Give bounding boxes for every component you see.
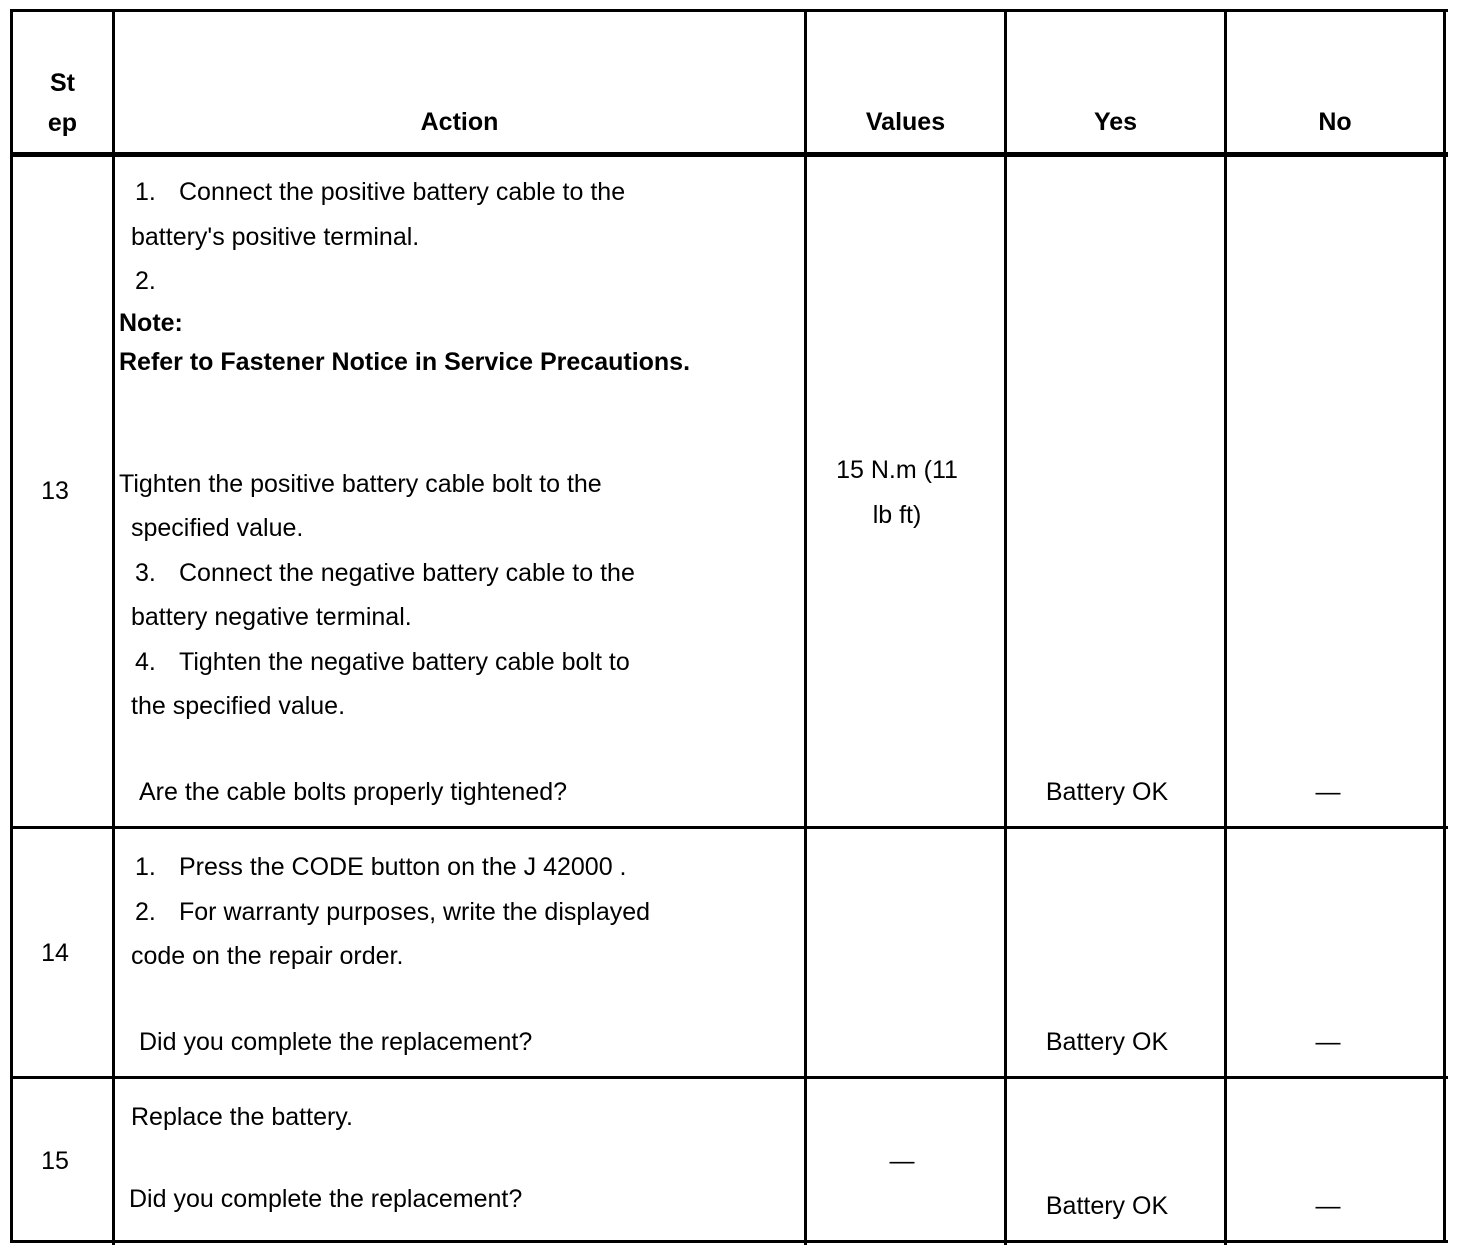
row-13-item1-text-cont: battery's positive terminal.: [131, 223, 420, 251]
header-step-line2: ep: [47, 109, 78, 137]
row-15-action-text: Replace the battery.: [131, 1103, 353, 1131]
table-bottom-border: [10, 1240, 1448, 1243]
row-13-value-line2: lb ft): [872, 501, 922, 529]
header-action: Action: [420, 108, 499, 136]
row-13-yes: Battery OK: [1045, 778, 1169, 806]
header-bottom-border: [10, 152, 1448, 157]
row-14-yes: Battery OK: [1045, 1028, 1169, 1056]
header-step-line1: St: [50, 69, 75, 97]
row-14-bottom-border: [10, 1076, 1448, 1079]
col-border-right: [1443, 9, 1446, 1243]
row-13-item3-number: 3.: [135, 559, 156, 587]
row-14-step: 14: [41, 939, 69, 967]
row-13-item3-text-cont: battery negative terminal.: [131, 603, 412, 631]
row-14-question: Did you complete the replacement?: [139, 1028, 533, 1056]
row-13-item4-number: 4.: [135, 648, 156, 676]
row-13-no: —: [1315, 778, 1341, 806]
row-13-step: 13: [41, 477, 69, 505]
row-15-values: —: [889, 1147, 915, 1175]
row-13-item4-text: Tighten the negative battery cable bolt to: [179, 648, 630, 676]
row-13-item1-number: 1.: [135, 178, 156, 206]
table-top-border: [10, 9, 1448, 12]
row-13-item3-text: Connect the negative battery cable to the: [179, 559, 635, 587]
row-14-item2-text-cont: code on the repair order.: [131, 942, 404, 970]
row-14-item2-number: 2.: [135, 898, 156, 926]
row-15-yes: Battery OK: [1045, 1192, 1169, 1220]
row-14-item2-text: For warranty purposes, write the displayed: [179, 898, 651, 926]
row-13-item4-text-cont: the specified value.: [131, 692, 346, 720]
col-border-yes-no: [1224, 9, 1227, 1245]
col-border-step-action: [112, 9, 115, 1245]
row-13-bottom-border: [10, 826, 1448, 829]
row-13-item2-number: 2.: [135, 267, 156, 295]
col-border-left: [10, 9, 13, 1243]
row-13-item2-text: Tighten the positive battery cable bolt to the: [119, 470, 602, 498]
row-13-note-label: Note:: [119, 309, 183, 337]
header-no: No: [1318, 108, 1352, 136]
row-13-note-text: Refer to Fastener Notice in Service Precautions.: [119, 348, 691, 376]
row-14-no: —: [1315, 1028, 1341, 1056]
row-15-step: 15: [41, 1147, 69, 1175]
row-14-item1-text: Press the CODE button on the J 42000 .: [179, 853, 627, 881]
row-15-question: Did you complete the replacement?: [129, 1185, 523, 1213]
row-13-item1-text: Connect the positive battery cable to the: [179, 178, 626, 206]
row-13-item2-text-cont: specified value.: [131, 514, 304, 542]
header-values: Values: [865, 108, 946, 136]
row-14-item1-number: 1.: [135, 853, 156, 881]
col-border-action-values: [804, 9, 807, 1245]
row-15-no: —: [1315, 1192, 1341, 1220]
row-13-value-line1: 15 N.m (11: [836, 456, 958, 484]
row-13-question: Are the cable bolts properly tightened?: [139, 778, 568, 806]
header-yes: Yes: [1093, 108, 1138, 136]
col-border-values-yes: [1004, 9, 1007, 1245]
